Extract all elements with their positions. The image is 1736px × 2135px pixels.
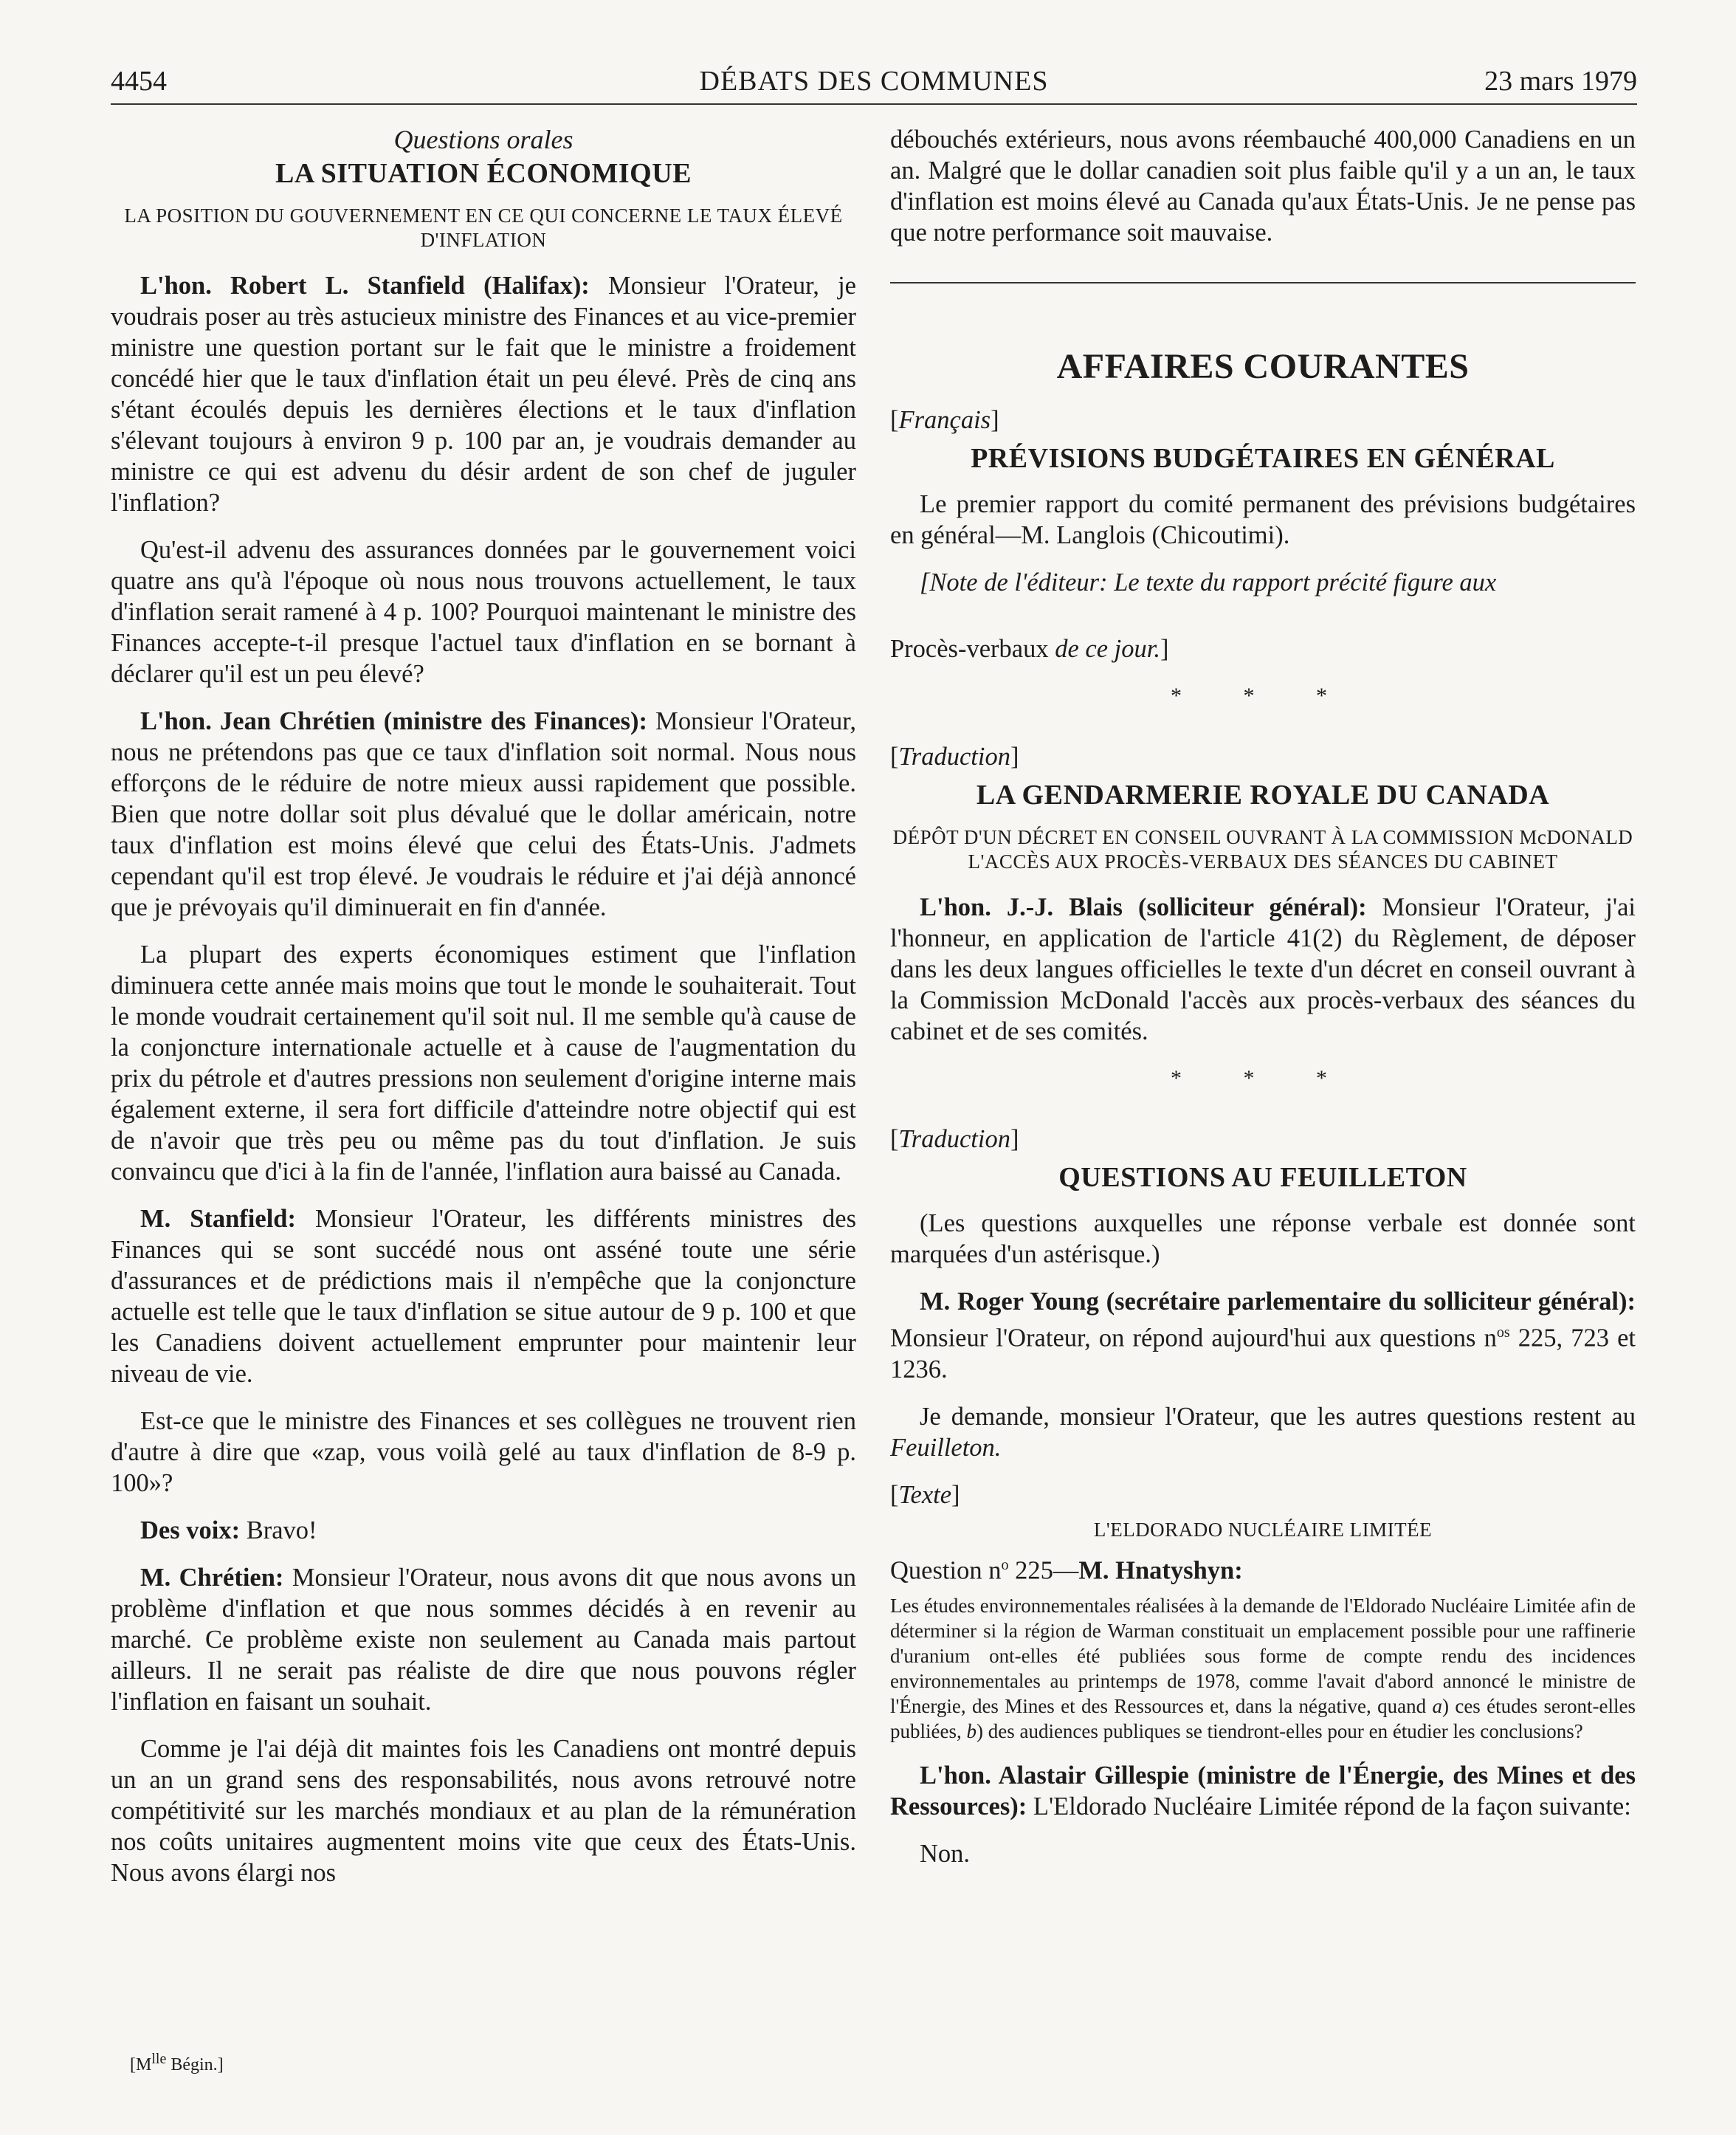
section-subheading: LA POSITION DU GOUVERNEMENT EN CE QUI CONCERNE LE TAUX ÉLEVÉ D'INFLATION — [124, 204, 843, 251]
section-label: Questions orales — [393, 125, 574, 154]
language-tag: [Français] — [890, 406, 999, 434]
speech-text: L'Eldorado Nucléaire Limitée répond de la façon suivante: — [1027, 1792, 1631, 1821]
paragraph — [111, 270, 856, 518]
paragraph — [890, 1760, 1636, 1822]
speech-text: Monsieur l'Orateur, nous avons dit que nous avons un problème d'inflation et que nous sommes décidés à en revenir au marché. Ce problème existe non seulement au Canada mais partout ailleurs. Il ne serait pas réaliste de dire que nous pouvons régler l'inflation en faisant un souhait. — [111, 1564, 857, 1716]
member-name: M. Hnatyshyn: — [1078, 1556, 1243, 1584]
editor-note: [Note de l'éditeur: Le texte du rapport précité figure aux — [920, 568, 1497, 597]
header-date: 23 mars 1979 — [1484, 66, 1637, 97]
paragraph: M. Roger Young (secrétaire parlementaire du solliciteur général): Monsieur l'Orateur, on répond aujourd'hui aux questions $n^{os}$ 225, 723 et 1236. — [890, 1287, 1636, 1383]
language-tag: [Traduction] — [890, 743, 1019, 771]
paragraph: La plupart des experts économiques estiment que l'inflation diminuera cette année mais moins que tout le monde le souhaiterait. Tout le monde voudrait certainement qu'il soit nul. Il me semble qu'à cause de la conjoncture internationale actuelle et à cause de l'augmentation du prix du pétrole et d'autres pressions non seulement d'origine interne mais également externe, il sera fort difficile d'atteindre notre objectif qui est de n'avoir que très peu ou même pas du tout d'inflation. Je suis convaincu que d'ici à la fin de l'année, l'inflation aura baissé au Canada. — [111, 941, 856, 1186]
editor-note-continued: Procès-verbaux de ce jour.] — [890, 635, 1169, 663]
question-label: Question $n^o$ 225—M. Hnatyshyn: — [890, 1556, 1243, 1584]
paragraph: (Les questions auxquelles une réponse verbale est donnée sont marquées d'un astérisque.) — [890, 1209, 1636, 1268]
question-subject: L'ELDORADO NUCLÉAIRE LIMITÉE — [1093, 1518, 1433, 1541]
paragraph: Le premier rapport du comité permanent des prévisions budgétaires en général—M. Langlois (Chicoutimi). — [890, 490, 1636, 549]
speaker-name: M. Chrétien: — [140, 1564, 284, 1592]
speaker-name: M. Stanfield: — [140, 1205, 296, 1233]
paragraph — [890, 892, 1636, 1047]
publication-title: DÉBATS DES COMMUNES — [699, 66, 1049, 97]
section-heading: QUESTIONS AU FEUILLETON — [1058, 1162, 1467, 1193]
speech-text: Monsieur l'Orateur, j'ai l'honneur, en application de l'article 41(2) du Règlement, de déposer dans les deux langues officielles le texte d'un décret en conseil ouvrant à la Commission McDonald l'accès aux procès-verbaux des séances du cabinet et de ses comités. — [890, 893, 1636, 1045]
paragraph — [111, 1515, 856, 1546]
page-number: 4454 — [111, 66, 167, 97]
footer-note: [$M^{lle}$ Bégin.] — [130, 2051, 224, 2074]
major-heading: AFFAIRES COURANTES — [1056, 347, 1470, 386]
language-tag: [Texte] — [890, 1480, 960, 1509]
speaker-name: L'hon. J.-J. Blais (solliciteur général): — [920, 893, 1367, 921]
speech-text: Monsieur l'Orateur, je voudrais poser au très astucieux ministre des Finances et au vice-premier ministre une question portant sur le fait que le ministre a froidement concédé hier que le taux d'inflation était un peu élevé. Près de cinq ans s'étant écoulés depuis les dernières élections et le taux d'inflation s'élevant toujours à environ 9 p. 100 par an, je voudrais demander au ministre ce qui est advenu du désir ardent de son chef de juguler l'inflation? — [111, 272, 856, 517]
paragraph: Comme je l'ai déjà dit maintes fois les Canadiens ont montré depuis un an un grand sens des responsabilités, nous avons retrouvé notre compétitivité sur les marchés mondiaux et au plan de la rémunération nos coûts unitaires augmentent moins vite que ceux des États-Unis. Nous avons élargi nos — [111, 1735, 856, 1887]
section-heading: LA SITUATION ÉCONOMIQUE — [275, 158, 692, 189]
speaker-name: Des voix: — [140, 1516, 241, 1544]
section-separator: * * * — [1171, 684, 1355, 708]
speech-text: Monsieur l'Orateur, les différents ministres des Finances qui se sont succédé nous ont asséné toute une série d'assurances et de prédictions mais il n'empêche que la conjoncture actuelle est telle que le taux d'inflation se situe autour de 9 p. 100 et que les Canadiens doivent actuellement emprunter pour maintenir leur niveau de vie. — [111, 1205, 857, 1388]
section-subheading: DÉPÔT D'UN DÉCRET EN CONSEIL OUVRANT À LA COMMISSION McDONALD L'ACCÈS AUX PROCÈS-VERBAUX DES SÉANCES DU CABINET — [892, 826, 1633, 873]
paragraph: Est-ce que le ministre des Finances et ses collègues ne trouvent rien d'autre à dire que «zap, vous voilà gelé au taux d'inflation de 8-9 p. 100»? — [111, 1407, 856, 1497]
section-heading: PRÉVISIONS BUDGÉTAIRES EN GÉNÉRAL — [971, 443, 1555, 474]
speaker-name: L'hon. Alastair Gillespie (ministre de l'Énergie, des Mines et des Ressources): — [890, 1761, 1636, 1821]
right-column — [890, 124, 1636, 1885]
section-separator: * * * — [1171, 1066, 1355, 1090]
language-tag: [Traduction] — [890, 1125, 1019, 1153]
question-text: Les études environnementales réalisées à la demande de l'Eldorado Nucléaire Limitée afin de déterminer si la région de Warman constituait un emplacement possible pour une raffinerie d'uranium ont-elles été publiées sous forme de compte rendu des incidences environnementales au printemps de 1978, comme l'avait d'abord annoncé le ministre de l'Énergie, des Mines et des Ressources et, dans la négative, quand a) ces études seront-elles publiées, b) des audiences publiques se tiendront-elles pour en étudier les conclusions? — [890, 1595, 1636, 1742]
answer: Non. — [920, 1840, 971, 1868]
paragraph — [111, 1203, 856, 1389]
paragraph — [111, 706, 856, 923]
speech-text: Monsieur l'Orateur, nous ne prétendons pas que ce taux d'inflation soit normal. Nous nous efforçons de le réduire de notre mieux aussi rapidement que possible. Bien que notre dollar soit plus dévalué que le dollar américain, notre taux d'inflation est moins élevé que celui des États-Unis. J'admets cependant qu'il est trop élevé. Je voudrais le réduire et j'ai déjà annoncé que je prévoyais qu'il diminuerait en fin d'année. — [111, 707, 856, 921]
speech-text: Bravo! — [240, 1516, 317, 1544]
paragraph: Qu'est-il advenu des assurances données par le gouvernement voici quatre ans qu'à l'époque où nous nous trouvons actuellement, le taux d'inflation serait ramené à 4 p. 100? Pourquoi maintenant le ministre des Finances accepte-t-il presque l'actuel taux d'inflation en se bornant à déclarer qu'il est un peu élevé? — [111, 536, 856, 688]
left-column — [111, 124, 856, 1905]
speaker-name: L'hon. Jean Chrétien (ministre des Finances): — [140, 707, 647, 735]
speaker-name: M. Roger Young (secrétaire parlementaire du solliciteur général): — [920, 1287, 1636, 1316]
paragraph-continued: débouchés extérieurs, nous avons réembauché 400,000 Canadiens en un an. Malgré que le dollar canadien soit plus faible qu'il y a un an, le taux d'inflation est moins élevé au Canada qu'aux États-Unis. Je ne pense pas que notre performance soit mauvaise. — [890, 126, 1636, 247]
section-heading: LA GENDARMERIE ROYALE DU CANADA — [976, 780, 1550, 811]
paragraph: Je demande, monsieur l'Orateur, que les autres questions restent au Feuilleton. — [890, 1402, 1636, 1462]
paragraph — [111, 1562, 856, 1717]
running-header — [111, 65, 1637, 105]
section-divider — [890, 282, 1636, 283]
speaker-name: L'hon. Robert L. Stanfield (Halifax): — [140, 272, 590, 300]
